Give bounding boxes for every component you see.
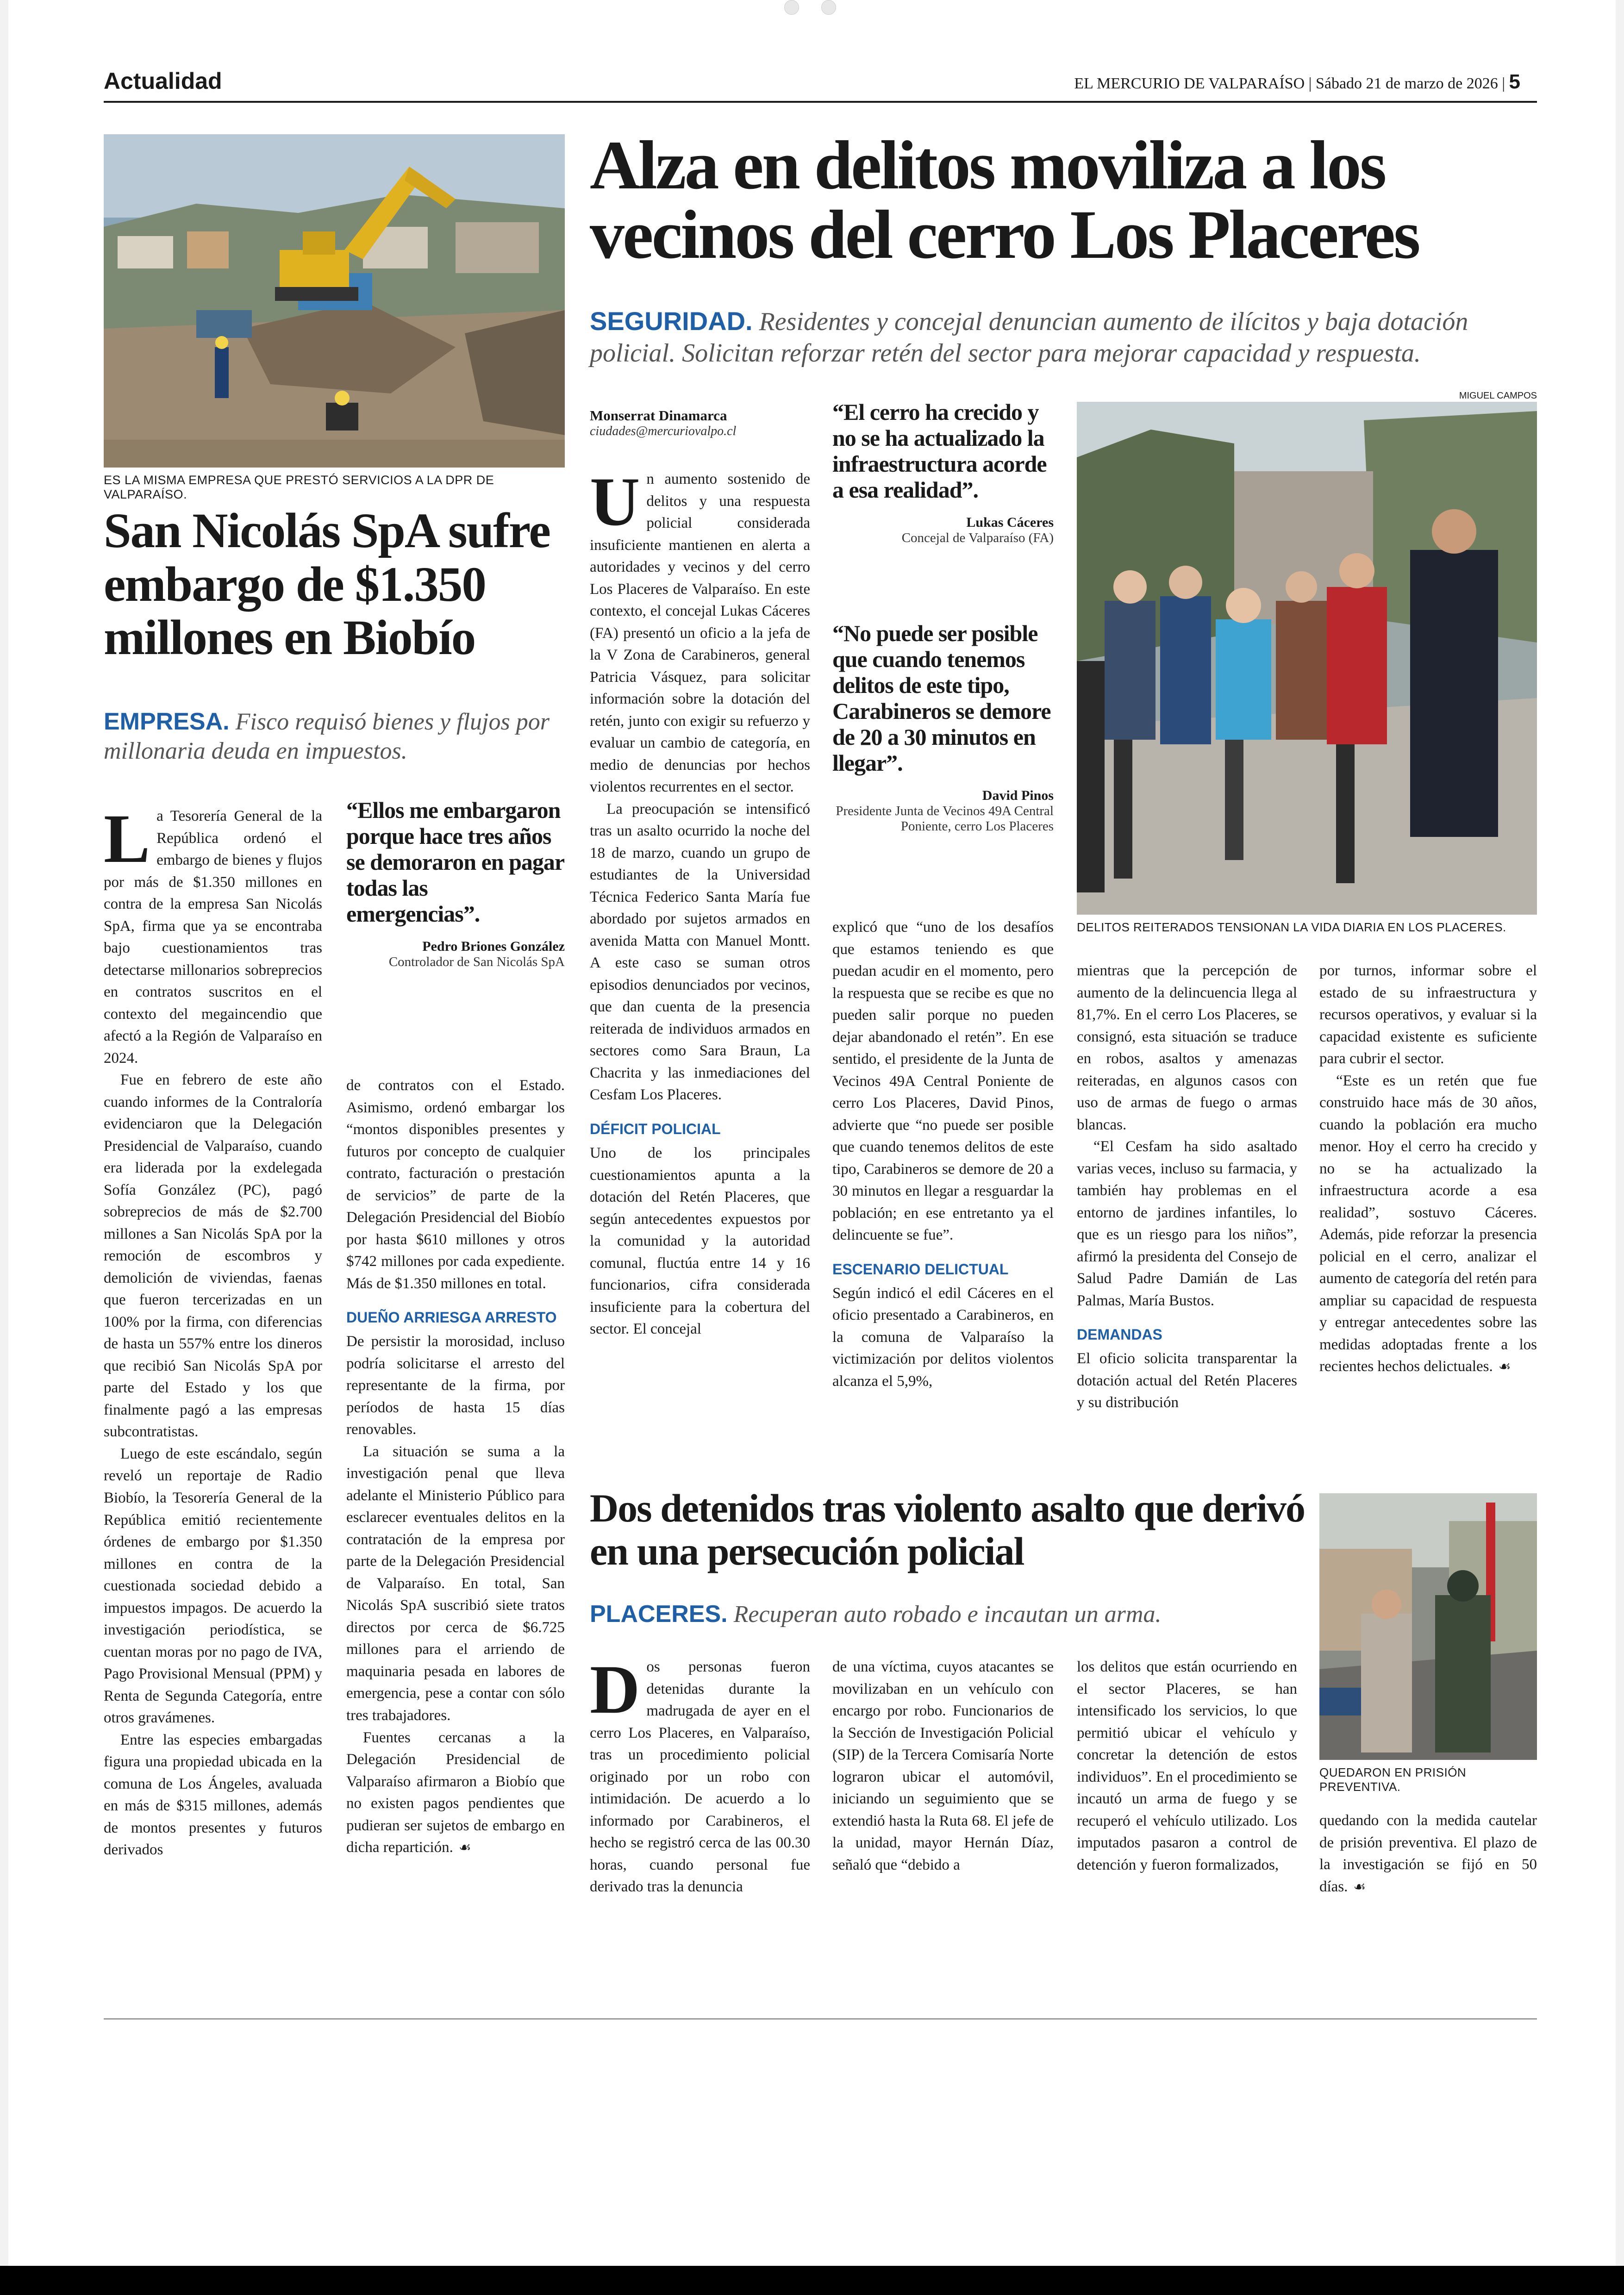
paragraph: Uno de los principales cuestionamientos apunta a la dotación del Retén Placeres, que según antecedentes expuestos por la comunidad y la autoridad comunal, fluctúa entre 14 y 16 funcionarios, cifra considerada insuficiente para la cobertura del sector. El concejal xyxy=(590,1145,810,1338)
article-column xyxy=(590,1651,810,1898)
deck-text: Recuperan auto robado e incautan un arma. xyxy=(733,1601,1162,1628)
paragraph: El oficio solicita transparentar la dotación actual del Retén Placeres y su distribución xyxy=(1077,1350,1297,1411)
masthead xyxy=(1074,70,1520,94)
newspaper-name: EL MERCURIO DE VALPARAÍSO xyxy=(1074,75,1305,92)
byline-email[interactable]: ciudades@mercuriovalpo.cl xyxy=(590,424,737,438)
quote-text: “Ellos me embargaron porque hace tres años se demoraron en pagar todas las emergencias”. xyxy=(346,797,564,927)
masthead-separator: | xyxy=(1308,75,1316,92)
paragraph: de una víctima, cuyos atacantes se movilizaban en un vehículo con encargo por robo. Funcionarios de la Sección de Investigación Policial (SIP) de la Tercera Comisaría Norte lograron ubicar el automóvil, iniciando un seguimiento que se extendió hasta la Ruta 68. El jefe de la unidad, mayor Hernán Díaz, señaló que “debido a xyxy=(832,1659,1054,1873)
newspaper-page xyxy=(8,0,1616,2266)
paragraph: Luego de este escándalo, según reveló un reportaje de Radio Biobío, la Tesorería General de la República emitió recientemente órdenes de embargo por $1.350 millones en contra de la cuestionada sociedad debido a impuestos impagos. De acuerdo la investigación periodística, se cuentan moras por no pago de IVA, Pago Provisional Mensual (PPM) y Renta de Segunda Categoría, entre otros gravámenes. xyxy=(104,1445,322,1727)
subhead: DEMANDAS xyxy=(1077,1326,1162,1343)
quote-author-role: Presidente Junta de Vecinos 49A Central Poniente, cerro Los Placeres xyxy=(836,804,1054,834)
paragraph: los delitos que están ocurriendo en el sector Placeres, se han intensificado los servicios, lo que permitió ubicar el vehículo y concretar la detención de estos individuos”. En el procedimiento se incautó un arma de fuego y se recuperó el vehículo utilizado. Los imputados pasaron a control de detención y fueron formalizados, xyxy=(1077,1659,1297,1873)
quote-author: David Pinos xyxy=(982,788,1054,803)
article-column xyxy=(346,1075,565,1859)
deck-los-placeres xyxy=(590,306,1543,369)
photo-credit: MIGUEL CAMPOS xyxy=(1459,391,1537,401)
pull-quote xyxy=(346,797,565,970)
drop-cap: D xyxy=(590,1651,640,1728)
arrest-scene-image xyxy=(1319,1493,1537,1760)
arrest-photo xyxy=(1319,1493,1537,1760)
kicker: EMPRESA. xyxy=(104,708,230,735)
article-column xyxy=(832,1656,1054,1876)
page-indicator-dot[interactable] xyxy=(821,0,836,15)
paragraph: La situación se suma a la investigación penal que lleva adelante el Ministerio Público para esclarecer eventuales delitos en la contratación de la empresa por parte de la Delegación Presidencial de Valparaíso. En total, San Nicolás SpA suscribió siete tratos directos por cerca de $6.725 millones para el arriendo de maquinaria pesada en labores de emergencia, pese a contar con sólo tres trabajadores. xyxy=(346,1443,565,1724)
deck-text: Residentes y concejal denuncian aumento de ilícitos y baja dotación policial. Solicitan reforzar retén del sector para mejorar capacidad y respuesta. xyxy=(590,307,1468,368)
page-indicator-dot[interactable] xyxy=(784,0,799,15)
paragraph: Según indicó el edil Cáceres en el oficio presentado a Carabineros, en la comuna de Valparaíso la victimización por delitos violentos alcanza el 5,9%, xyxy=(832,1285,1054,1390)
demolition-photo xyxy=(104,134,565,468)
kicker: SEGURIDAD. xyxy=(590,306,753,336)
paragraph: Fue en febrero de este año cuando informes de la Contraloría evidenciaron que la Delegación Presidencial de Valparaíso, cuando era liderada por la exdelegada Sofía González (PC), pagó sobreprecios de más de $2.700 millones a San Nicolás SpA por la remoción de escombros y demolición de viviendas, faenas que fueron tercerizadas en un 100% por la firma, con diferencias de hasta un 557% entre los dineros que recibió San Nicolás SpA por parte del Estado y los que finalmente pagó a las empresas subcontratistas. xyxy=(104,1072,322,1441)
section-label: Actualidad xyxy=(104,68,222,94)
paragraph: Entre las especies embargadas figura una propiedad ubicada en la comuna de Los Ángeles, avaluada en más de $315 millones, además de montos presentes y futuros derivados xyxy=(104,1731,322,1858)
pull-quote xyxy=(832,620,1054,834)
deck-dos-detenidos xyxy=(590,1600,1312,1629)
paragraph: La preocupación se intensificó tras un asalto ocurrido la noche del 18 de marzo, cuando un grupo de estudiantes de la Universidad Técnica Federico Santa María fue abordado por sujetos armados en avenida Matta con Manuel Montt. A este caso se suman otros episodios denunciados por vecinos, que dan cuenta de la presencia reiterada de individuos armados en sectores como Sara Braun, La Chacrita y las inmediaciones del Cesfam Los Placeres. xyxy=(590,800,810,1104)
paragraph: quedando con la medida cautelar de prisión preventiva. El plazo de la investigación se fijó en 50 días. xyxy=(1319,1812,1537,1895)
paragraph: Fuentes cercanas a la Delegación Presidencial de Valparaíso afirmaron a Biobío que no existen pagos pendientes que pudieran ser sujetos de embargo en dicha repartición. xyxy=(346,1729,565,1856)
issue-date: Sábado 21 de marzo de 2026 xyxy=(1315,75,1498,92)
quote-text: “El cerro ha crecido y no se ha actualizado la infraestructura acorde a esa realidad”. xyxy=(832,399,1047,503)
article-column xyxy=(1077,960,1297,1414)
paragraph: por turnos, informar sobre el estado de su infraestructura y recursos operativos, y evaluar si la capacidad existente es suficiente para cubrir el sector. xyxy=(1319,962,1537,1067)
pull-quote xyxy=(832,399,1054,546)
article-column xyxy=(1077,1656,1297,1876)
article-column xyxy=(832,917,1054,1392)
drop-cap: L xyxy=(104,800,150,877)
subhead: DUEÑO ARRIESGA ARRESTO xyxy=(346,1309,557,1326)
headline-san-nicolas: San Nicolás SpA sufre embargo de $1.350 millones en Biobío xyxy=(104,504,550,666)
neighbors-photo xyxy=(1077,402,1537,915)
quote-author-role: Concejal de Valparaíso (FA) xyxy=(901,530,1054,545)
article-column xyxy=(1319,1810,1537,1898)
paragraph: de contratos con el Estado. Asimismo, ordenó embargar los “montos disponibles presentes y futuros por concepto de cualquier contrato, facturación o prestación de servicios” de parte de la Delegación Presidencial del Biobío por hasta $610 millones y otros $742 millones por cada expediente. Más de $1.350 millones en total. xyxy=(346,1077,565,1292)
article-column xyxy=(590,463,810,1341)
end-mark-icon: ☙ xyxy=(1498,1359,1511,1375)
paragraph: explicó que “uno de los desafíos que estamos teniendo es que puedan acudir en el momento, pero la respuesta que se recibe es que no pueden salir porque no pueden dejar abandonado el retén”. En ese sentido, el presidente de la Junta de Vecinos 49A Central Poniente de cerro Los Placeres, David Pinos, advierte que “no puede ser posible que cuando tenemos delitos de este tipo, Carabineros se demore de 20 a 30 minutos en llegar a resguardar la población; en ese entretanto ya el delincuente se fue”. xyxy=(832,919,1054,1244)
header-rule xyxy=(104,101,1537,103)
quote-author: Lukas Cáceres xyxy=(966,515,1054,530)
quote-author: Pedro Briones González xyxy=(422,939,565,954)
byline-block xyxy=(590,407,810,439)
paragraph: De persistir la morosidad, incluso podría solicitarse el arresto del representante de la firma, por períodos de hasta 15 días renovables. xyxy=(346,1333,565,1438)
paragraph: a Tesorería General de la República ordenó el embargo de bienes y flujos por más de $1.350 millones en contra de la empresa San Nicolás SpA, firma que ya se encontraba bajo cuestionamientos tras detectarse millonarios sobreprecios en contratos suscritos en el contexto del megaincendio que afectó a la Región de Valparaíso en 2024. xyxy=(104,808,322,1066)
photo-caption: DELITOS REITERADOS TENSIONAN LA VIDA DIARIA EN LOS PLACERES. xyxy=(1077,920,1506,934)
paragraph: mientras que la percepción de aumento de la delincuencia llega al 81,7%. En el cerro Los Placeres, se consignó, esta situación se traduce en robos, asaltos y amenazas reiteradas, en algunos casos con uso de armas de fuego o armas blancas. xyxy=(1077,962,1297,1133)
quote-author-role: Controlador de San Nicolás SpA xyxy=(388,954,565,969)
byline: Monserrat Dinamarca xyxy=(590,407,727,424)
viewer-bottom-bar xyxy=(0,2266,1624,2295)
article-column xyxy=(1319,960,1537,1378)
kicker: PLACERES. xyxy=(590,1601,728,1628)
headline-dos-detenidos: Dos detenidos tras violento asalto que derivó en una persecución policial xyxy=(590,1486,1305,1573)
end-mark-icon: ☙ xyxy=(458,1840,471,1856)
paragraph: os personas fueron detenidas durante la madrugada de ayer en el cerro Los Placeres, en Valparaíso, tras un procedimiento policial originado por un robo con intimidación. De acuerdo a lo informado por Carabineros, el hecho se registró cerca de las 00.30 horas, cuando personal fue derivado tras la denuncia xyxy=(590,1659,810,1896)
page-number: 5 xyxy=(1509,70,1520,93)
headline-los-placeres: Alza en delitos moviliza a los vecinos del cerro Los Placeres xyxy=(590,127,1419,273)
paragraph: n aumento sostenido de delitos y una respuesta policial considerada insuficiente mantienen en alerta a autoridades y vecinos y del cerro Los Placeres de Valparaíso. En este contexto, el concejal Lukas Cáceres (FA) presentó un oficio a la jefa de la V Zona de Carabineros, general Patricia Vásquez, para solicitar información sobre la dotación del retén, junto con exigir su refuerzo y evaluar un cambio de categoría, en medio de denuncias por hechos violentos recurrentes en el sector. xyxy=(590,471,810,796)
subhead: ESCENARIO DELICTUAL xyxy=(832,1260,1009,1278)
paragraph: “Este es un retén que fue construido hace más de 30 años, cuando la población era mucho menor. Hoy el cerro ha crecido y no se ha actualizado la infraestructura acorde a esa realidad”, sostuvo Cáceres. Además, pide reforzar la presencia policial en el cerro, analizar el aumento de categoría del retén para ampliar su capacidad de respuesta y entregar antecedentes sobre las medidas adoptadas frente a los recientes hechos delictuales. xyxy=(1319,1072,1537,1375)
paragraph: “El Cesfam ha sido asaltado varias veces, incluso su farmacia, y también hay problemas en el entorno de jardines infantiles, lo que es un riesgo para los niños”, afirmó la presidenta del Consejo de Salud Padre Damián de Las Palmas, María Bustos. xyxy=(1077,1138,1297,1309)
photo-caption: ES LA MISMA EMPRESA QUE PRESTÓ SERVICIOS A LA DPR DE VALPARAÍSO. xyxy=(104,473,494,501)
deck-text: Fisco requisó bienes y flujos por millonaria deuda en impuestos. xyxy=(104,709,550,765)
end-mark-icon: ☙ xyxy=(1353,1879,1366,1895)
deck-san-nicolas xyxy=(104,707,567,766)
drop-cap: U xyxy=(590,463,640,540)
footer-rule xyxy=(104,2018,1537,2020)
photo-caption: QUEDARON EN PRISIÓN PREVENTIVA. xyxy=(1319,1765,1467,1794)
excavator-scene-image xyxy=(104,134,565,468)
quote-text: “No puede ser posible que cuando tenemos delitos de este tipo, Carabineros se demore de 20 a 30 minutos en llegar”. xyxy=(832,620,1051,776)
article-column xyxy=(104,800,322,1861)
subhead: DÉFICIT POLICIAL xyxy=(590,1120,721,1137)
masthead-separator: | xyxy=(1502,75,1509,92)
neighbors-meeting-image xyxy=(1077,402,1537,915)
